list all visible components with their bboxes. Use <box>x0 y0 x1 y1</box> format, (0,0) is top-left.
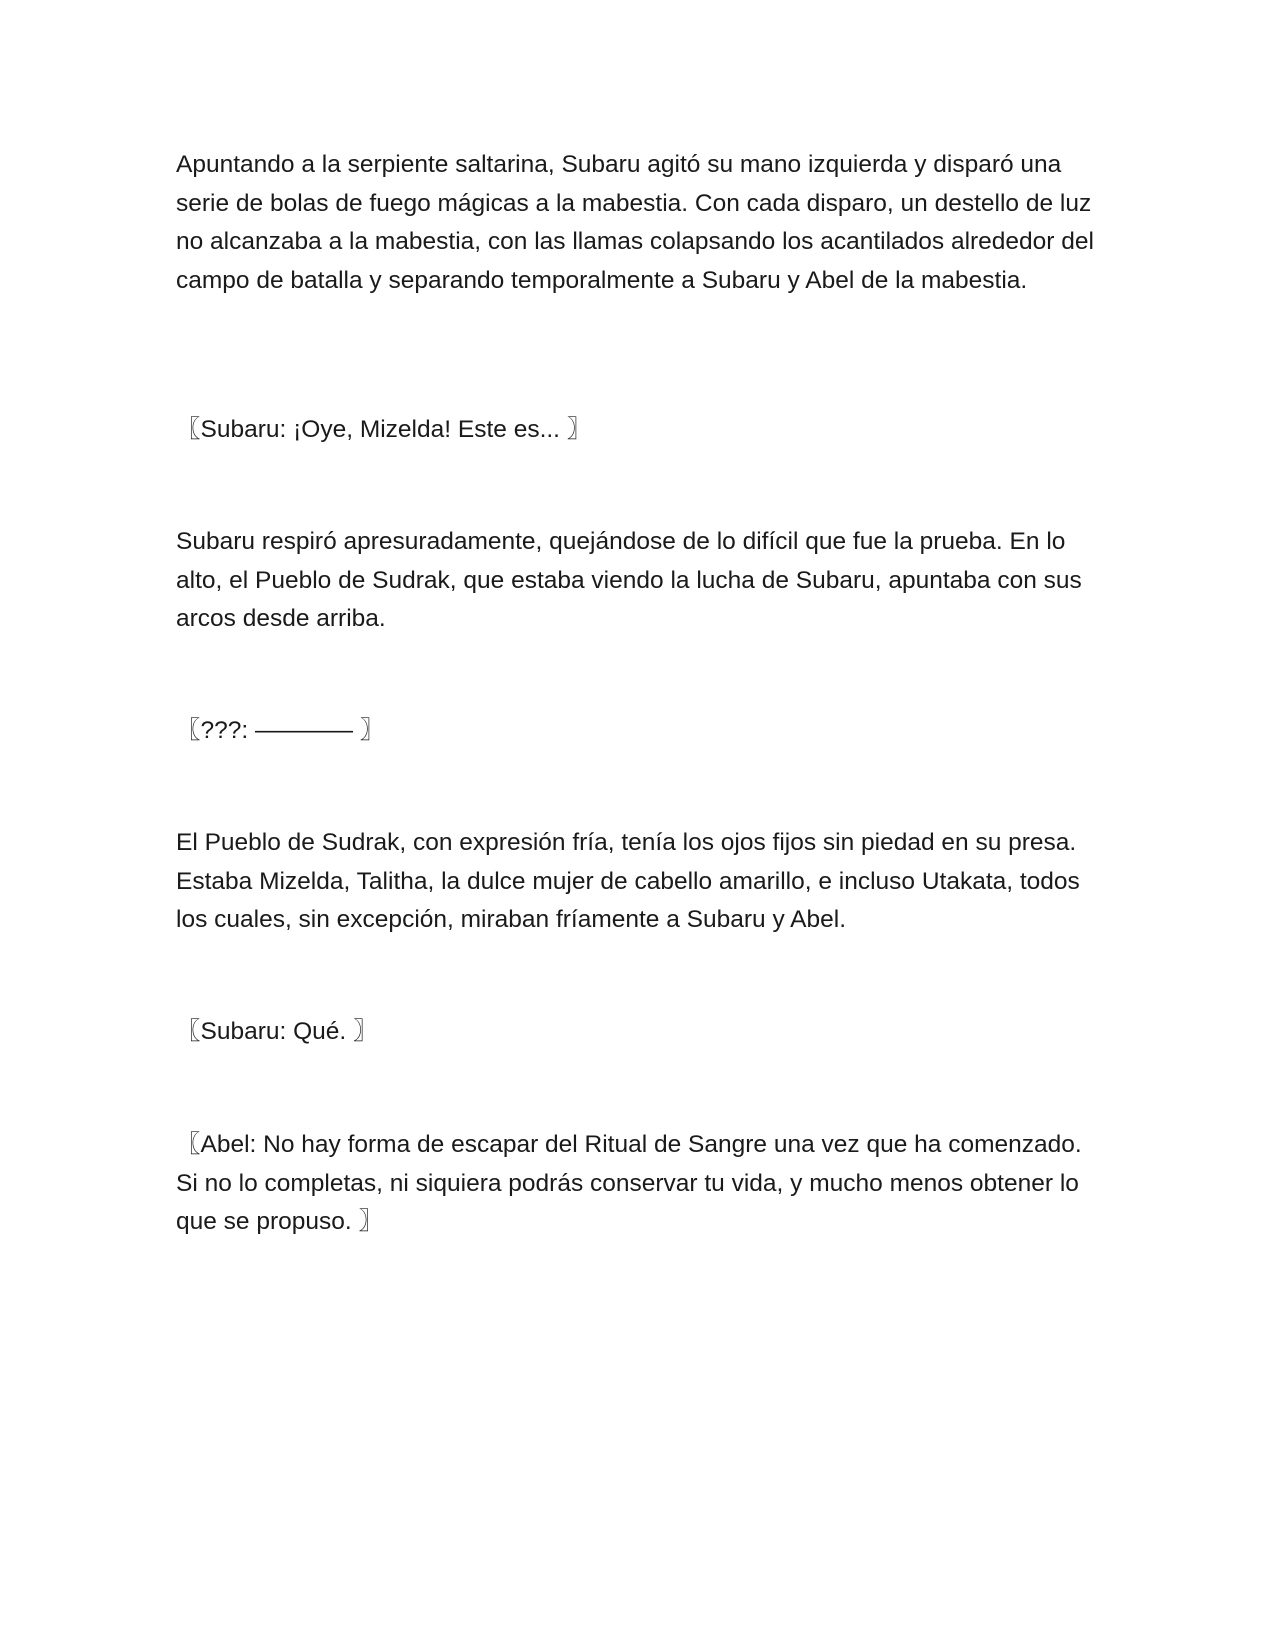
dialogue-line-subaru: 〖Subaru: ¡Oye, Mizelda! Este es... 〗 <box>176 416 592 443</box>
narration-paragraph: El Pueblo de Sudrak, con expresión fría, tenía los ojos fijos sin piedad en su presa. Estaba Mizelda, Talitha, la dulce mujer de cabello amarillo, e incluso Utakata, todos los cuales, sin excepción, miraban fríamente a Subaru y Abel. <box>176 829 1080 933</box>
dialogue-line-unknown: 〖???: ———— 〗 <box>176 717 385 744</box>
narration-paragraph: Subaru respiró apresuradamente, quejándose de lo difícil que fue la prueba. En lo alto, el Pueblo de Sudrak, que estaba viendo la lucha de Subaru, apuntaba con sus arcos desde arriba. <box>176 528 1082 632</box>
dialogue-line-abel: 〖Abel: No hay forma de escapar del Ritual de Sangre una vez que ha comenzado. Si no lo completas, ni siquiera podrás conservar tu vida, y mucho menos obtener lo que se propuso. 〗 <box>176 1131 1089 1235</box>
narration-paragraph: Apuntando a la serpiente saltarina, Subaru agitó su mano izquierda y disparó una serie de bolas de fuego mágicas a la mabestia. Con cada disparo, un destello de luz no alcanzaba a la mabestia, con las llamas colapsando los acantilados alrededor del campo de batalla y separando temporalmente a Subaru y Abel de la mabestia. <box>176 151 1094 294</box>
dialogue-line-subaru: 〖Subaru: Qué. 〗 <box>176 1018 378 1045</box>
